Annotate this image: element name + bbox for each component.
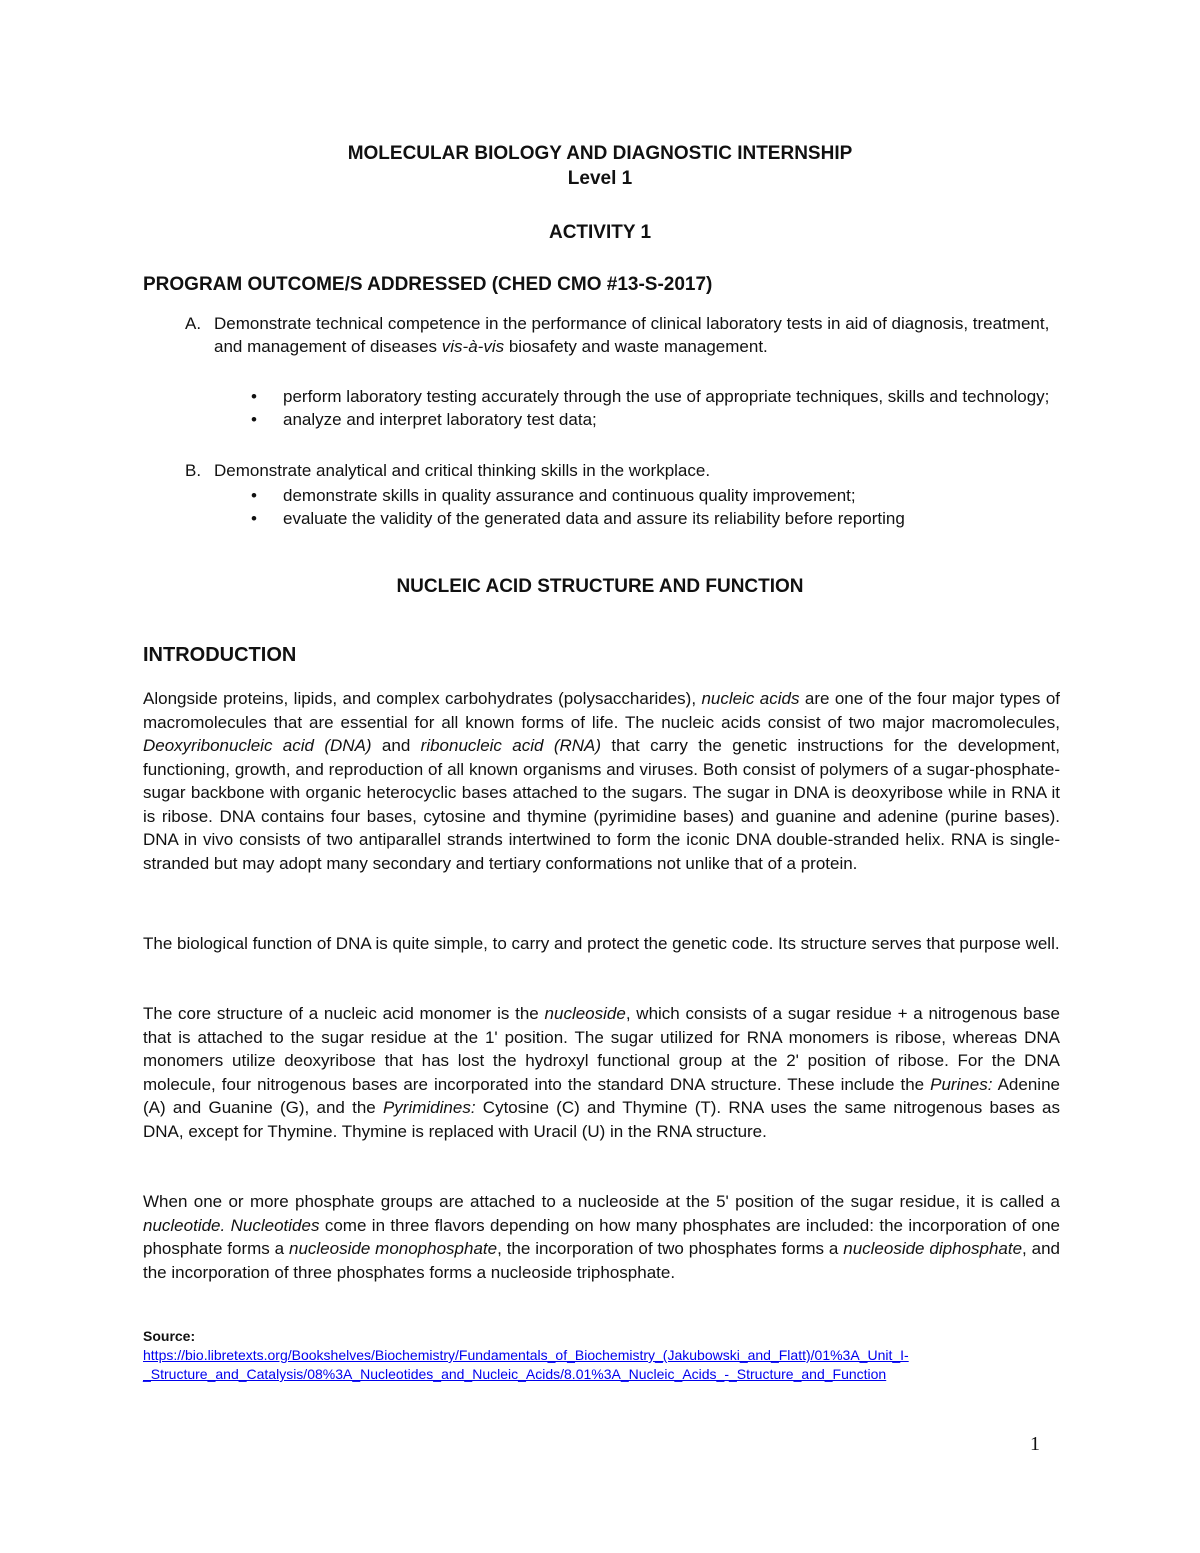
outcome-a-text-1: Demonstrate technical competence in the performance of clinical laboratory tests in aid of diagnosis, treatment, and management of diseases <box>214 314 1050 356</box>
outcome-a <box>185 313 1054 358</box>
activity-title: ACTIVITY 1 <box>548 222 652 243</box>
list-item: • analyze and interpret laboratory test data; <box>283 409 1058 432</box>
bullet-icon: • <box>251 387 257 406</box>
intro-paragraph-3: The core structure of a nucleic acid monomer is the nucleoside, which consists of a sugar residue + a nitrogenous base that is attached to the sugar residue at the 1' position. The sugar utilized for RNA monomers is ribose, whereas DNA monomers utilize deoxyribose that has lost the hydroxyl functional group at the 2' position of ribose. For the DNA molecule, four nitrogenous bases are incorporated into the standard DNA structure. These include the Purines: Adenine (A) and Guanine (G), and the Pyrimidines: Cytosine (C) and Thymine (T). RNA uses the same nitrogenous bases as DNA, except for Thymine. Thymine is replaced with Uracil (U) in the RNA structure. <box>143 1004 1060 1141</box>
intro-paragraph-4: When one or more phosphate groups are attached to a nucleoside at the 5' position of the sugar residue, it is called a nucleotide. Nucleotides come in three flavors depending on how many phosphates are included: the incorporation of one phosphate forms a nucleoside monophosphate, the incorporation of two phosphates forms a nucleoside diphosphate, and the incorporation of three phosphates forms a nucleoside triphosphate. <box>143 1192 1060 1282</box>
list-item: • evaluate the validity of the generated data and assure its reliability before reporting <box>283 508 1063 531</box>
outcome-b-letter: B. <box>185 461 202 480</box>
outcome-b-bullets <box>251 485 1063 530</box>
level-label: Level 1 <box>567 168 633 189</box>
list-item: • demonstrate skills in quality assurance and continuous quality improvement; <box>283 485 1063 508</box>
bullet-icon: • <box>251 486 257 505</box>
bullet-icon: • <box>251 409 257 429</box>
topic-title: NUCLEIC ACID STRUCTURE AND FUNCTION <box>396 576 804 597</box>
source-link-line-2[interactable]: _Structure_and_Catalysis/08%3A_Nucleotides_and_Nucleic_Acids/8.01%3A_Nucleic_Acids_-_Structure_and_Function <box>143 1366 887 1382</box>
list-item: • perform laboratory testing accurately through the use of appropriate techniques, skills and technology; <box>283 386 1058 409</box>
intro-paragraph-1: Alongside proteins, lipids, and complex carbohydrates (polysaccharides), nucleic acids are one of the four major types of macromolecules that are essential for all known forms of life. The nucleic acids consist of two major macromolecules, Deoxyribonucleic acid (DNA) and ribonucleic acid (RNA) that carry the genetic instructions for the development, functioning, growth, and reproduction of all known organisms and viruses. Both consist of polymers of a sugar-phosphate-sugar backbone with organic heterocyclic bases attached to the sugars. The sugar in DNA is deoxyribose while in RNA it is ribose. DNA contains four bases, cytosine and thymine (pyrimidine bases) and guanine and adenine (purine bases). DNA in vivo consists of two antiparallel strands intertwined to form the iconic DNA double-stranded helix. RNA is single-stranded but may adopt many secondary and tertiary conformations not unlike that of a protein. <box>143 689 1061 873</box>
intro-paragraph-2: The biological function of DNA is quite simple, to carry and protect the genetic code. Its structure serves that purpose well. <box>143 934 1060 953</box>
introduction-heading: INTRODUCTION <box>143 644 297 666</box>
outcome-a-text-2: biosafety and waste management. <box>504 336 768 356</box>
program-outcomes-heading: PROGRAM OUTCOME/S ADDRESSED (CHED CMO #13-S-2017) <box>143 274 713 295</box>
course-title: MOLECULAR BIOLOGY AND DIAGNOSTIC INTERNSHIP <box>347 143 853 164</box>
page-number: 1 <box>1030 1433 1040 1455</box>
outcome-a-italic: vis-à-vis <box>441 336 505 356</box>
outcome-b-text: Demonstrate analytical and critical thinking skills in the workplace. <box>214 461 711 480</box>
source-label: Source: <box>143 1328 196 1344</box>
outcome-b <box>185 460 1054 483</box>
bullet-icon: • <box>251 508 257 528</box>
outcome-a-letter: A. <box>185 314 202 333</box>
source-link-line-1[interactable]: https://bio.libretexts.org/Bookshelves/Biochemistry/Fundamentals_of_Biochemistry_(Jakubowski_and_Flatt)/01%3A_Unit_I- <box>143 1347 909 1363</box>
outcome-a-bullets <box>251 386 1058 431</box>
source-link[interactable] <box>143 1346 1023 1384</box>
